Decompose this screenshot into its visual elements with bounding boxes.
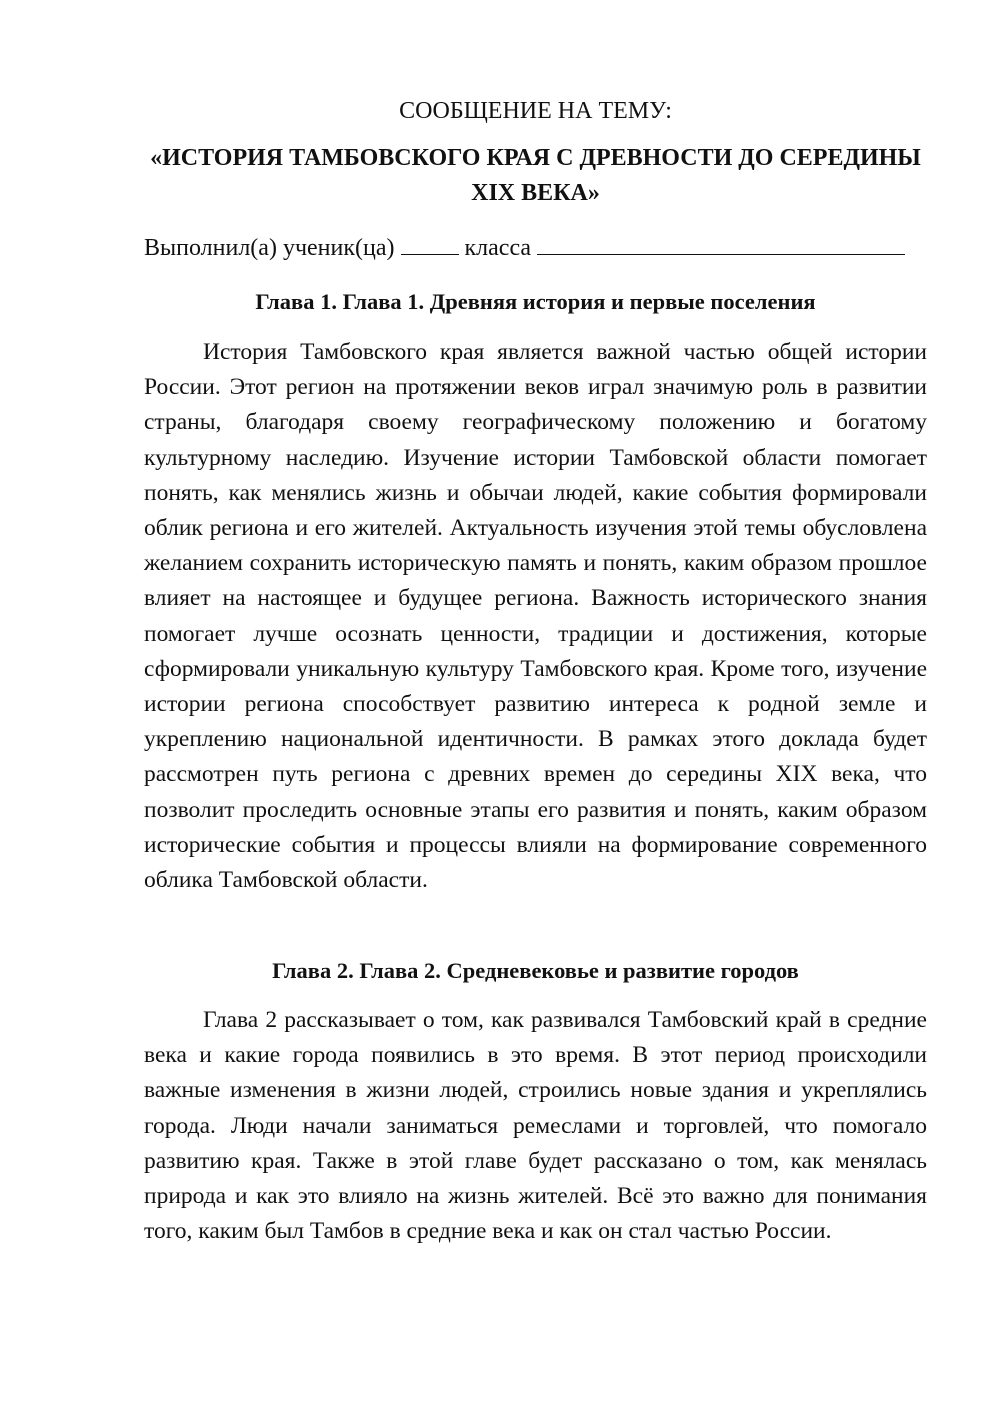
document-heading: СООБЩЕНИЕ НА ТЕМУ: bbox=[399, 98, 672, 124]
chapter-1-title: Глава 1. Глава 1. Древняя история и первые поселения bbox=[255, 289, 816, 314]
author-label: Выполнил(а) ученик(ца) bbox=[144, 235, 395, 261]
chapter-1-text: История Тамбовского края является важной частью общей истории России. Этот регион на протяжении веков играл значимую роль в развитии страны, благодаря своему географическому положению и богатому культурному наследию. Изучение истории Тамбовской области помогает понять, как менялись жизнь и обычаи людей, какие события формировали облик региона и его жителей. Актуальность изучения этой темы обусловлена желанием сохранить историческую память и понять, каким образом прошлое влияет на настоящее и будущее региона. Важность исторического знания помогает лучше осознать ценности, традиции и достижения, которые сформировали уникальную культуру Тамбовского края. Кроме того, изучение истории региона способствует развитию интереса к родной земле и укреплению национальной идентичности. В рамках этого доклада будет рассмотрен путь региона с древних времен до середины XIX века, что позволит проследить основные этапы его развития и понять, каким образом исторические события и процессы влияли на формирование современного облика Тамбовской области. bbox=[144, 339, 927, 894]
chapter-2-title: Глава 2. Глава 2. Средневековье и развитие городов bbox=[272, 958, 799, 983]
class-label: класса bbox=[464, 235, 532, 261]
class-number-blank bbox=[401, 230, 459, 255]
student-name-blank bbox=[537, 230, 905, 255]
document-title: «ИСТОРИЯ ТАМБОВСКОГО КРАЯ С ДРЕВНОСТИ ДО СЕРЕДИНЫ XIX ВЕКА» bbox=[150, 145, 921, 206]
author-line bbox=[144, 230, 927, 265]
chapter-2-text: Глава 2 рассказывает о том, как развивался Тамбовский край в средние века и какие города появились в это время. В этот период происходили важные изменения в жизни людей, строились новые здания и укреплялись города. Люди начали заниматься ремеслами и торговлей, что помогало развитию края. Также в этой главе будет рассказано о том, как менялась природа и как это влияло на жизнь жителей. Всё это важно для понимания того, каким был Тамбов в средние века и как он стал частью России. bbox=[144, 1007, 927, 1245]
